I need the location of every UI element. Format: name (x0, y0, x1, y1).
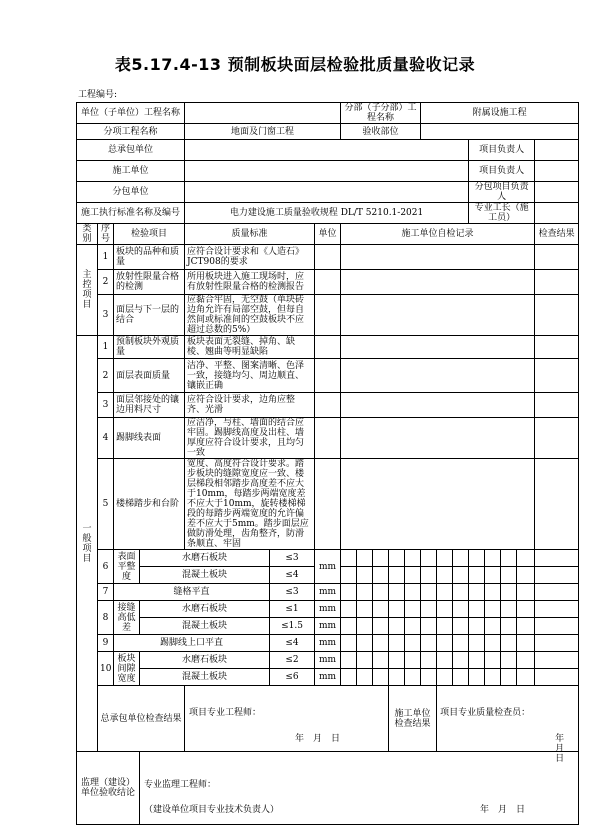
unit-cell: mm (315, 618, 341, 635)
sub-item-standard: ≤6 (270, 669, 315, 686)
seam-height-item: 接缝高低差 (114, 601, 140, 635)
measure-cell[interactable] (469, 550, 485, 567)
measure-cell[interactable] (405, 567, 421, 584)
unit-cell: mm (315, 601, 341, 618)
measure-cell[interactable] (501, 550, 517, 567)
measure-cell[interactable] (341, 584, 357, 601)
general-seq: 8 (98, 601, 114, 635)
self-check-cell[interactable] (341, 270, 535, 295)
measure-cell[interactable] (453, 601, 469, 618)
measure-cell[interactable] (341, 669, 357, 686)
measure-cell[interactable] (373, 601, 389, 618)
measure-cell[interactable] (485, 669, 501, 686)
self-check-cell[interactable] (341, 336, 535, 359)
measure-cell[interactable] (517, 635, 535, 652)
general-item: 踢脚线表面 (114, 418, 185, 459)
measure-cell[interactable] (437, 652, 453, 669)
measure-cell[interactable] (341, 550, 357, 567)
sub-item-standard: ≤1 (270, 601, 315, 618)
measure-cell[interactable] (501, 669, 517, 686)
main-seq: 1 (98, 245, 114, 270)
sub-manager-label: 分包项目负责人 (469, 182, 535, 203)
measure-cell[interactable] (437, 567, 453, 584)
self-check-cell[interactable] (341, 295, 535, 336)
measure-cell[interactable] (469, 567, 485, 584)
contractor-engineer-label: 项目专业工程师： (189, 708, 262, 718)
measure-cell[interactable] (357, 584, 373, 601)
result-cell[interactable] (535, 393, 579, 418)
measure-cell[interactable] (357, 550, 373, 567)
measure-cell[interactable] (453, 635, 469, 652)
measure-cell[interactable] (373, 652, 389, 669)
supervision-date: 年 月 日 (480, 805, 526, 815)
item-project-value: 地面及门窗工程 (185, 124, 341, 140)
measure-cell[interactable] (453, 584, 469, 601)
measure-cell[interactable] (453, 652, 469, 669)
supervision-label: 监理（建设）单位验收结论 (77, 752, 140, 825)
unit-cell: mm (315, 550, 341, 584)
acceptance-part-label: 验收部位 (341, 124, 421, 140)
measure-cell[interactable] (485, 618, 501, 635)
measure-cell[interactable] (437, 550, 453, 567)
measure-cell[interactable] (517, 550, 535, 567)
contractor-result-label: 总承包单位检查结果 (98, 686, 185, 752)
sub-project-label: 分部（子分部）工程名称 (341, 103, 421, 124)
flatness-item: 表面平整度 (114, 550, 140, 584)
result-cell[interactable] (535, 635, 579, 652)
measure-cell[interactable] (357, 669, 373, 686)
self-check-cell[interactable] (341, 418, 535, 459)
measure-cell[interactable] (485, 635, 501, 652)
measure-cell[interactable] (485, 567, 501, 584)
general-seq: 3 (98, 393, 114, 418)
measure-cell[interactable] (421, 584, 437, 601)
measure-cell[interactable] (517, 601, 535, 618)
measure-cell[interactable] (341, 601, 357, 618)
unit-cell (315, 270, 341, 295)
unit-cell: mm (315, 584, 341, 601)
result-cell[interactable] (535, 601, 579, 618)
sub-item-standard: ≤3 (270, 550, 315, 567)
self-check-cell[interactable] (341, 459, 535, 550)
supervision-note: （建设单位项目专业技术负责人） (144, 805, 280, 815)
measure-cell[interactable] (437, 601, 453, 618)
general-standard: 应洁净，与柱、墙面的结合应牢固。踢脚线高度及出柱、墙厚度应符合设计要求，且均匀一致 (185, 418, 315, 459)
col-result: 检查结果 (535, 224, 579, 245)
measure-cell[interactable] (501, 567, 517, 584)
measure-cell[interactable] (357, 635, 373, 652)
general-item: 预制板块外观质量 (114, 336, 185, 359)
result-cell[interactable] (535, 336, 579, 359)
sub-project-value: 附属设施工程 (421, 103, 579, 124)
measure-cell[interactable] (437, 669, 453, 686)
page-title: 表5.17.4-13 预制板块面层检验批质量验收记录 (114, 55, 476, 74)
general-contractor-label: 总承包单位 (77, 140, 185, 161)
measure-cell[interactable] (501, 601, 517, 618)
result-cell[interactable] (535, 245, 579, 270)
measure-cell[interactable] (437, 618, 453, 635)
measure-cell[interactable] (469, 584, 485, 601)
measure-cell[interactable] (437, 584, 453, 601)
standard-label: 施工执行标准名称及编号 (77, 203, 185, 224)
project-code-label: 工程编号: (78, 90, 118, 100)
measure-cell[interactable] (421, 652, 437, 669)
main-seq: 3 (98, 295, 114, 336)
measure-cell[interactable] (373, 669, 389, 686)
measure-cell[interactable] (373, 567, 389, 584)
standard-value: 电力建设施工质量验收规程 DL/T 5210.1-2021 (185, 203, 469, 224)
seam-straight-item: 缝格平直 (114, 584, 270, 601)
supervision-sign-area[interactable] (140, 752, 579, 825)
measure-cell[interactable] (485, 550, 501, 567)
measure-cell[interactable] (453, 550, 469, 567)
result-cell[interactable] (535, 550, 579, 567)
supervision-engineer-label: 专业监理工程师： (144, 780, 217, 790)
measure-cell[interactable] (389, 635, 405, 652)
contractor-date: 年 月 日 (295, 734, 341, 744)
unit-cell (315, 459, 341, 550)
result-cell[interactable] (535, 295, 579, 336)
measure-cell[interactable] (405, 550, 421, 567)
contractor-sign-area[interactable] (185, 686, 389, 752)
general-seq: 6 (98, 550, 114, 584)
measure-cell[interactable] (421, 550, 437, 567)
measure-cell[interactable] (501, 584, 517, 601)
result-cell[interactable] (535, 418, 579, 459)
measure-cell[interactable] (341, 635, 357, 652)
measure-cell[interactable] (517, 584, 535, 601)
sub-item-name: 水磨石板块 (140, 550, 270, 567)
foreman-value[interactable] (535, 203, 579, 224)
measure-cell[interactable] (373, 618, 389, 635)
sub-manager-value[interactable] (535, 182, 579, 203)
general-standard: 板块表面无裂缝、掉角、缺棱、翘曲等明显缺陷 (185, 336, 315, 359)
unit-project-label: 单位（子单位）工程名称 (77, 103, 185, 124)
general-seq: 7 (98, 584, 114, 601)
measure-cell[interactable] (389, 584, 405, 601)
unit-cell (315, 245, 341, 270)
sub-item-name: 混凝土板块 (140, 669, 270, 686)
item-project-label: 分项工程名称 (77, 124, 185, 140)
measure-cell[interactable] (405, 584, 421, 601)
project-manager-label: 项目负责人 (469, 140, 535, 161)
result-cell[interactable] (535, 567, 579, 584)
measure-cell[interactable] (501, 652, 517, 669)
measure-cell[interactable] (405, 652, 421, 669)
main-seq: 2 (98, 270, 114, 295)
sub-item-name: 水磨石板块 (140, 652, 270, 669)
col-self-check: 施工单位自检记录 (341, 224, 535, 245)
unit-cell: mm (315, 652, 341, 669)
unit-cell (315, 359, 341, 393)
measure-cell[interactable] (501, 635, 517, 652)
col-seq: 序号 (98, 224, 114, 245)
measure-cell[interactable] (357, 567, 373, 584)
general-item: 面层表面质量 (114, 359, 185, 393)
skirting-item: 踢脚线上口平直 (114, 635, 270, 652)
measure-cell[interactable] (469, 669, 485, 686)
acceptance-part-value[interactable] (421, 124, 579, 140)
measure-cell[interactable] (389, 550, 405, 567)
general-item: 楼梯踏步和台阶 (114, 459, 185, 550)
measure-cell[interactable] (389, 567, 405, 584)
unit-cell: mm (315, 669, 341, 686)
result-cell[interactable] (535, 459, 579, 550)
unit-cell (315, 418, 341, 459)
inspection-form (76, 102, 579, 825)
col-standard: 质量标准 (185, 224, 315, 245)
result-cell[interactable] (535, 652, 579, 669)
gap-width-item: 板块间隙宽度 (114, 652, 140, 686)
measure-cell[interactable] (517, 652, 535, 669)
self-check-cell[interactable] (341, 359, 535, 393)
self-check-cell[interactable] (341, 245, 535, 270)
construction-unit-label: 施工单位 (77, 161, 185, 182)
general-contractor-value[interactable] (185, 140, 469, 161)
measure-cell[interactable] (405, 635, 421, 652)
main-item: 板块的品种和质量 (114, 245, 185, 270)
project-manager-value[interactable] (535, 140, 579, 161)
measure-cell[interactable] (453, 618, 469, 635)
measure-cell[interactable] (517, 618, 535, 635)
construction-unit-value[interactable] (185, 161, 469, 182)
measure-cell[interactable] (485, 601, 501, 618)
sub-item-standard: ≤2 (270, 652, 315, 669)
measure-cell[interactable] (405, 618, 421, 635)
unit-cell (315, 295, 341, 336)
measure-cell[interactable] (421, 567, 437, 584)
measure-cell[interactable] (485, 584, 501, 601)
result-cell[interactable] (535, 669, 579, 686)
sub-item-standard: ≤1.5 (270, 618, 315, 635)
col-item: 检验项目 (114, 224, 185, 245)
result-cell[interactable] (535, 270, 579, 295)
general-seq: 10 (98, 652, 114, 686)
measure-cell[interactable] (373, 550, 389, 567)
result-cell[interactable] (535, 359, 579, 393)
quality-inspector-label: 项目专业质量检查员： (440, 708, 531, 718)
general-seq: 2 (98, 359, 114, 393)
unit-check-date: 年 月 日 (555, 734, 574, 764)
general-seq: 1 (98, 336, 114, 359)
measure-cell[interactable] (389, 669, 405, 686)
foreman-label: 专业工长（施工员） (469, 203, 535, 224)
general-label: 一般项目 (77, 336, 98, 752)
general-seq: 4 (98, 418, 114, 459)
measure-cell[interactable] (421, 618, 437, 635)
measure-cell[interactable] (373, 635, 389, 652)
unit-check-sign-area[interactable] (437, 686, 579, 764)
measure-cell[interactable] (357, 601, 373, 618)
measure-cell[interactable] (341, 567, 357, 584)
self-check-cell[interactable] (341, 393, 535, 418)
unit-cell: mm (315, 635, 341, 652)
subcontractor-label: 分包单位 (77, 182, 185, 203)
main-control-label: 主控项目 (77, 245, 98, 336)
general-standard: 宽度、高度符合设计要求。踏步板块的缝隙宽度应一致、楼层梯段相邻踏步高度差不应大于10mm，每踏步两端宽度差不应大于10mm，旋转楼梯梯段的每踏步两端宽度的允许偏差不应大于5mm。踏步面层应做防滑处理，齿角整齐，防滑条顺直、牢固 (185, 459, 315, 550)
result-cell[interactable] (535, 584, 579, 601)
measure-cell[interactable] (501, 618, 517, 635)
measure-cell[interactable] (469, 635, 485, 652)
measure-cell[interactable] (389, 601, 405, 618)
measure-cell[interactable] (517, 669, 535, 686)
main-standard: 所用板块进入施工现场时，应有放射性限量合格的检测报告 (185, 270, 315, 295)
unit-check-label: 施工单位检查结果 (389, 686, 437, 752)
measure-cell[interactable] (373, 584, 389, 601)
measure-cell[interactable] (357, 618, 373, 635)
general-standard: 应符合设计要求，边角应整齐、光滑 (185, 393, 315, 418)
main-standard: 应符合设计要求和《人造石》JCT908的要求 (185, 245, 315, 270)
sub-item-name: 水磨石板块 (140, 601, 270, 618)
subcontractor-value[interactable] (185, 182, 469, 203)
project-manager-value-2[interactable] (535, 161, 579, 182)
measure-cell[interactable] (469, 618, 485, 635)
measure-cell[interactable] (389, 652, 405, 669)
col-category: 类别 (77, 224, 98, 245)
general-item: 面层邻接处的镶边用料尺寸 (114, 393, 185, 418)
unit-cell (315, 393, 341, 418)
measure-cell[interactable] (453, 567, 469, 584)
measure-cell[interactable] (341, 618, 357, 635)
measure-cell[interactable] (341, 652, 357, 669)
sub-item-standard: ≤4 (270, 635, 315, 652)
measure-cell[interactable] (405, 601, 421, 618)
measure-cell[interactable] (421, 635, 437, 652)
general-standard: 洁净、平整、图案清晰、色泽一致，接缝均匀、周边顺直、镶嵌正确 (185, 359, 315, 393)
main-standard: 应黏合牢固，无空鼓（单块砖边角允许有局部空鼓，但每自然间或标准间的空鼓板块不应超过总数的5%） (185, 295, 315, 336)
measure-cell[interactable] (517, 567, 535, 584)
general-seq: 9 (98, 635, 114, 652)
main-item: 面层与下一层的结合 (114, 295, 185, 336)
measure-cell[interactable] (357, 652, 373, 669)
main-item: 放射性限量合格的检测 (114, 270, 185, 295)
measure-cell[interactable] (469, 652, 485, 669)
sub-item-standard: ≤3 (270, 584, 315, 601)
sub-item-standard: ≤4 (270, 567, 315, 584)
measure-cell[interactable] (405, 669, 421, 686)
measure-cell[interactable] (421, 601, 437, 618)
measure-cell[interactable] (485, 652, 501, 669)
general-seq: 5 (98, 459, 114, 550)
measure-cell[interactable] (453, 669, 469, 686)
project-manager-label-2: 项目负责人 (469, 161, 535, 182)
measure-cell[interactable] (389, 618, 405, 635)
measure-cell[interactable] (469, 601, 485, 618)
unit-cell (315, 336, 341, 359)
measure-cell[interactable] (437, 635, 453, 652)
result-cell[interactable] (535, 618, 579, 635)
measure-cell[interactable] (421, 669, 437, 686)
col-unit: 单位 (315, 224, 341, 245)
sub-item-name: 混凝土板块 (140, 567, 270, 584)
sub-item-name: 混凝土板块 (140, 618, 270, 635)
unit-project-value[interactable] (185, 103, 341, 124)
